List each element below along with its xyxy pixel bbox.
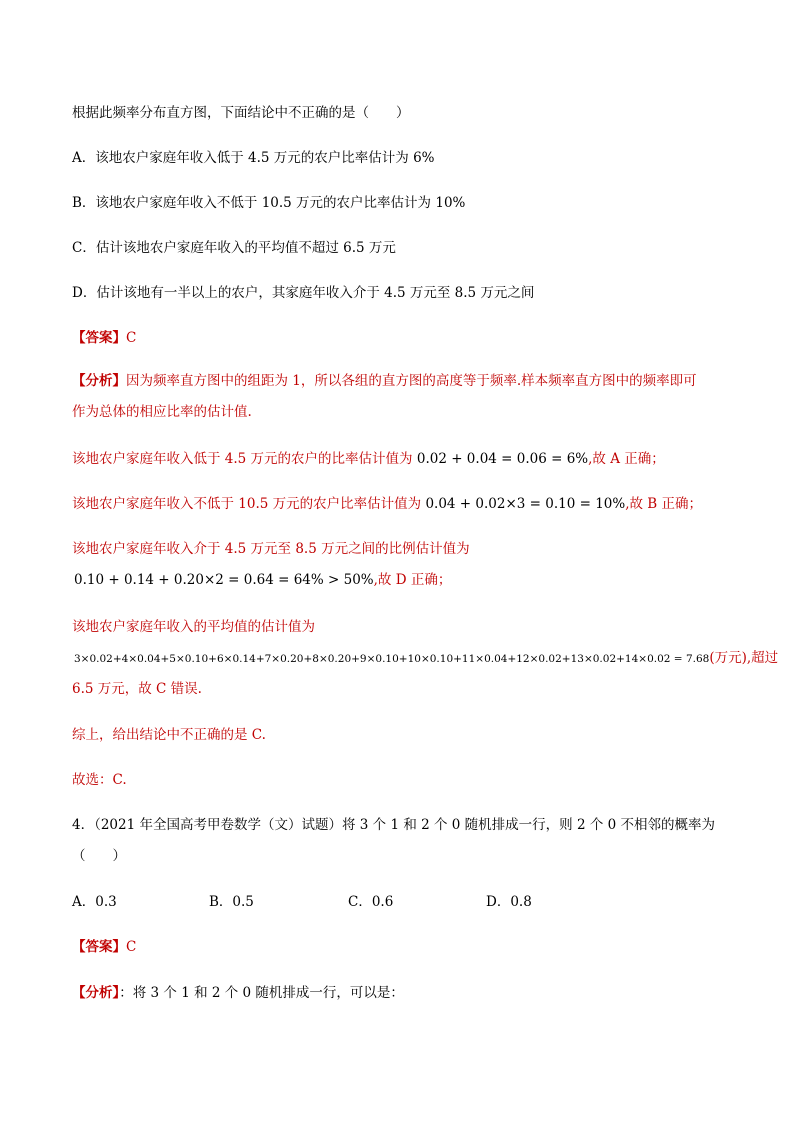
analysis-p3-end: ,故 B 正确；: [625, 496, 702, 512]
analysis-p5-unit: (万元): [709, 650, 747, 666]
answer-line: [72, 329, 136, 347]
q4-option-c: C．0.6: [348, 894, 394, 910]
q4-answer-line: [72, 938, 136, 956]
analysis-p2-math: 0.02 + 0.04 = 0.06 = 6%: [416, 451, 589, 467]
analysis-p3-math: 0.04 + 0.02×3 = 0.10 = 10%: [425, 496, 626, 512]
analysis-p2-text: 该地农户家庭年收入低于 4.5 万元的农户的比率估计值为: [72, 451, 413, 467]
q4-analysis-label: 【分析】: [72, 985, 120, 1001]
analysis-p7: 故选：C.: [72, 772, 127, 788]
option-b: B．该地农户家庭年收入不低于 10.5 万元的农户比率估计为 10%: [72, 195, 466, 211]
option-a: A．该地农户家庭年收入低于 4.5 万元的农户比率估计为 6%: [72, 150, 435, 166]
analysis-p4-end: ,故 D 正确；: [373, 572, 452, 588]
analysis-p6: 综上，给出结论中不正确的是 C.: [72, 727, 266, 743]
q4-analysis-text: ：将 3 个 1 和 2 个 0 随机排成一行，可以是：: [119, 985, 404, 1001]
analysis-p4-text: 该地农户家庭年收入介于 4.5 万元至 8.5 万元之间的比例估计值为: [72, 541, 470, 557]
option-d: D．估计该地有一半以上的农户，其家庭年收入介于 4.5 万元至 8.5 万元之间: [72, 285, 535, 301]
answer-value: C: [126, 330, 137, 346]
analysis-p3: [72, 495, 702, 513]
question-intro: 根据此频率分布直方图，下面结论中不正确的是（ ）: [72, 105, 410, 121]
analysis-p2-end: ,故 A 正确；: [588, 451, 665, 467]
answer-label: 【答案】: [72, 330, 126, 346]
q4-answer-value: C: [126, 939, 137, 955]
analysis-p1a: 因为频率直方图中的组距为 1，所以各组的直方图的高度等于频率.样本频率直方图中的频率即可: [126, 373, 697, 389]
analysis-p4-math: 0.10 + 0.14 + 0.20×2 = 0.64 = 64% > 50%: [74, 572, 374, 588]
analysis-label: 【分析】: [72, 373, 126, 389]
analysis-p5-text: 该地农户家庭年收入的平均值的估计值为: [72, 619, 315, 635]
analysis-line-1: [72, 372, 697, 390]
q4-analysis-line: [72, 984, 404, 1002]
q4-stem-paren: （ ）: [72, 848, 126, 864]
analysis-p5-formula: [74, 649, 778, 668]
analysis-p2: [72, 450, 665, 468]
q4-option-a: A．0.3: [72, 894, 117, 910]
analysis-p5-end: ,超过: [746, 650, 779, 666]
q4-answer-label: 【答案】: [72, 939, 126, 955]
q4-stem: 4．（2021 年全国高考甲卷数学（文）试题）将 3 个 1 和 2 个 0 随机排成一行，则 2 个 0 不相邻的概率为: [72, 817, 716, 833]
analysis-p5b: 6.5 万元，故 C 错误.: [72, 681, 202, 697]
analysis-p1b: 作为总体的相应比率的估计值.: [72, 404, 252, 420]
option-c: C．估计该地农户家庭年收入的平均值不超过 6.5 万元: [72, 240, 396, 256]
q4-option-b: B．0.5: [209, 894, 254, 910]
analysis-p5-math: 3×0.02+4×0.04+5×0.10+6×0.14+7×0.20+8×0.20+9×0.10+10×0.10+11×0.04+12×0.02+13×0.02+14×0.02 = 7.68: [74, 653, 710, 665]
analysis-p3-text: 该地农户家庭年收入不低于 10.5 万元的农户比率估计值为: [72, 496, 422, 512]
analysis-p4-formula: [74, 571, 451, 589]
q4-option-d: D．0.8: [486, 894, 532, 910]
